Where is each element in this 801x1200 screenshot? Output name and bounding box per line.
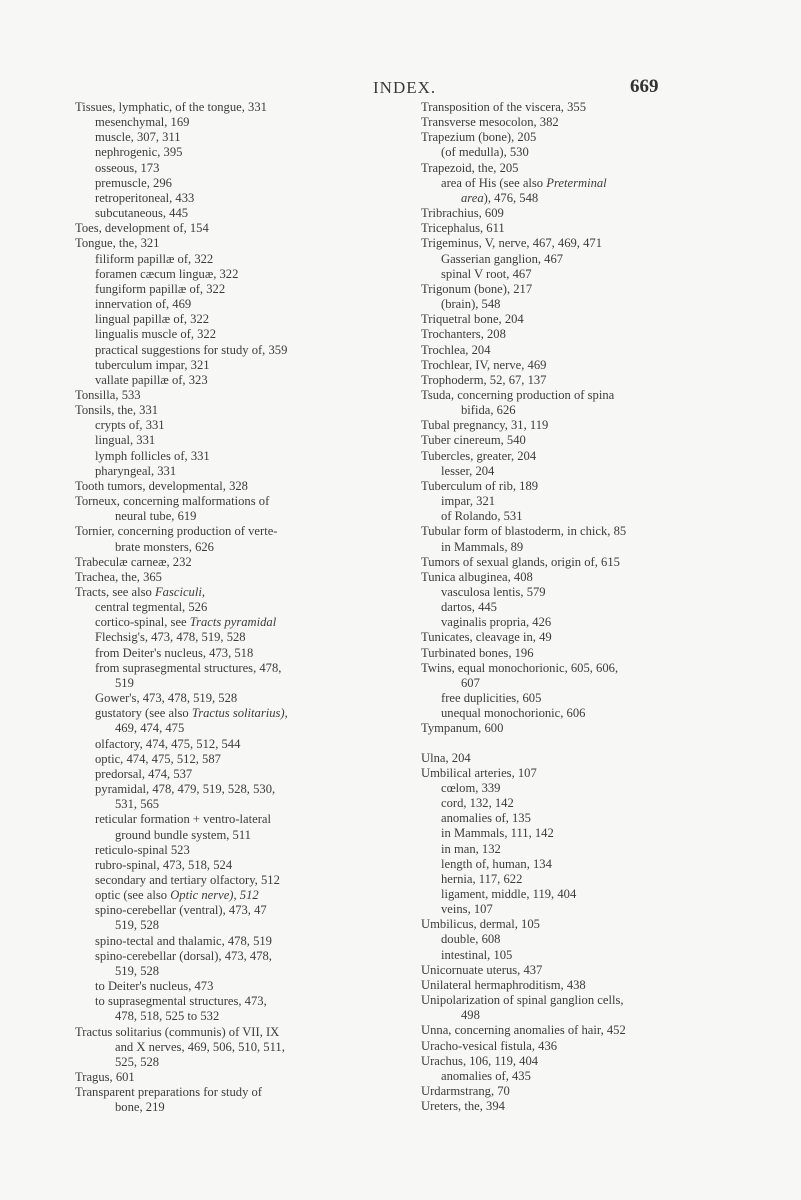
index-subentry: and X nerves, 469, 506, 510, 511, xyxy=(115,1039,285,1054)
index-subentry: lesser, 204 xyxy=(441,463,495,478)
index-entry: Ulna, 204 xyxy=(421,750,471,765)
index-entry: Unicornuate uterus, 437 xyxy=(421,962,543,977)
index-entry: Unna, concerning anomalies of hair, 452 xyxy=(421,1023,626,1038)
index-subentry: spino-cerebellar (ventral), 473, 47 xyxy=(95,903,267,918)
index-entry: Tunicates, cleavage in, 49 xyxy=(421,630,552,645)
index-entry: Trigeminus, V, nerve, 467, 469, 471 xyxy=(421,236,602,251)
page-title: INDEX. xyxy=(373,78,437,97)
section-gap xyxy=(421,737,759,751)
index-entry: Umbilicus, dermal, 105 xyxy=(421,917,540,932)
index-entry: Tissues, lymphatic, of the tongue, 331 xyxy=(75,100,267,114)
index-entry: Tubular form of blastoderm, in chick, 85 xyxy=(421,524,627,539)
index-entry: Toes, development of, 154 xyxy=(75,221,209,236)
index-entry: Tongue, the, 321 xyxy=(75,236,160,251)
index-entry: Transverse mesocolon, 382 xyxy=(421,115,559,130)
index-subentry: 478, 518, 525 to 532 xyxy=(115,1009,220,1024)
index-subentry: spino-tectal and thalamic, 478, 519 xyxy=(95,933,272,948)
index-subentry: crypts of, 331 xyxy=(95,418,165,433)
index-subentry: tuberculum impar, 321 xyxy=(95,357,210,372)
index-subentry: Gasserian ganglion, 467 xyxy=(441,251,564,266)
index-subentry: muscle, 307, 311 xyxy=(95,130,181,145)
index-subentry: cortico-spinal, see Tracts pyramidal xyxy=(95,615,277,630)
index-subentry: intestinal, 105 xyxy=(441,947,513,962)
index-subentry: lymph follicles of, 331 xyxy=(95,448,210,463)
index-subentry: (brain), 548 xyxy=(441,297,501,312)
index-subentry: 498 xyxy=(461,1008,480,1023)
index-entry: Tonsils, the, 331 xyxy=(75,403,159,418)
index-entry: Tracts, see also Fasciculi, xyxy=(75,585,205,599)
index-subentry: bifida, 626 xyxy=(461,403,516,418)
index-subentry: free duplicities, 605 xyxy=(441,691,542,706)
index-subentry: reticulo-spinal 523 xyxy=(95,842,190,857)
index-subentry: 469, 474, 475 xyxy=(115,721,185,736)
index-subentry: in man, 132 xyxy=(441,841,501,856)
index-subentry: to suprasegmental structures, 473, xyxy=(95,994,267,1009)
index-subentry: 519, 528 xyxy=(115,918,160,933)
index-subentry: double, 608 xyxy=(441,932,501,947)
index-column-left xyxy=(75,100,415,1115)
index-subentry: anomalies of, 435 xyxy=(441,1068,531,1083)
index-entry: Tonsilla, 533 xyxy=(75,387,141,402)
index-subentry: ligament, middle, 119, 404 xyxy=(441,886,577,901)
index-entry: Trigonum (bone), 217 xyxy=(421,281,533,296)
index-subentry: unequal monochorionic, 606 xyxy=(441,706,586,721)
index-subentry: impar, 321 xyxy=(441,494,496,509)
index-subentry: subcutaneous, 445 xyxy=(95,206,189,221)
index-subentry: vasculosa lentis, 579 xyxy=(441,585,546,599)
index-subentry: cord, 132, 142 xyxy=(441,796,514,811)
index-subentry: gustatory (see also Tractus solitarius), xyxy=(95,706,288,721)
index-subentry: 519, 528 xyxy=(115,963,160,978)
index-subentry: veins, 107 xyxy=(441,902,493,917)
index-entry: Trochlear, IV, nerve, 469 xyxy=(421,357,547,372)
index-entry: Trabeculæ carneæ, 232 xyxy=(75,554,192,569)
index-subentry: fungiform papillæ of, 322 xyxy=(95,281,226,296)
index-subentry: vallate papillæ of, 323 xyxy=(95,372,208,387)
index-subentry: olfactory, 474, 475, 512, 544 xyxy=(95,736,241,751)
index-entry: Trochlea, 204 xyxy=(421,342,491,357)
index-entry: Unilateral hermaphroditism, 438 xyxy=(421,977,586,992)
index-entry: Umbilical arteries, 107 xyxy=(421,765,537,780)
index-subentry: dartos, 445 xyxy=(441,600,497,615)
index-column-right xyxy=(421,100,759,1114)
index-subentry: area), 476, 548 xyxy=(461,190,539,205)
index-subentry: spinal V root, 467 xyxy=(441,266,532,281)
index-subentry: premuscle, 296 xyxy=(95,175,172,190)
index-subentry: practical suggestions for study of, 359 xyxy=(95,342,288,357)
index-entry: Trapezium (bone), 205 xyxy=(421,130,537,145)
index-subentry: innervation of, 469 xyxy=(95,297,192,312)
index-entry: Twins, equal monochorionic, 605, 606, xyxy=(421,660,619,675)
index-subentry: in Mammals, 111, 142 xyxy=(441,826,554,841)
index-entry: Ureters, the, 394 xyxy=(421,1099,505,1114)
index-entry: Trachea, the, 365 xyxy=(75,569,162,584)
index-subentry: neural tube, 619 xyxy=(115,509,197,524)
index-subentry: cœlom, 339 xyxy=(441,780,501,795)
index-subentry: predorsal, 474, 537 xyxy=(95,766,193,781)
index-entry: Tuber cinereum, 540 xyxy=(421,433,526,448)
page-number: 669 xyxy=(630,76,659,97)
index-entry: Transparent preparations for study of xyxy=(75,1085,262,1100)
index-subentry: from suprasegmental structures, 478, xyxy=(95,660,282,675)
page-header xyxy=(0,76,801,102)
index-subentry: of Rolando, 531 xyxy=(441,509,523,524)
index-entry: Torneux, concerning malformations of xyxy=(75,494,270,509)
index-entry: Turbinated bones, 196 xyxy=(421,645,534,660)
index-subentry: to Deiter's nucleus, 473 xyxy=(95,979,214,994)
index-subentry: lingual, 331 xyxy=(95,433,156,448)
index-subentry: (of medulla), 530 xyxy=(441,145,529,160)
index-subentry: Gower's, 473, 478, 519, 528 xyxy=(95,691,238,706)
index-subentry: 519 xyxy=(115,675,134,690)
index-subentry: spino-cerebellar (dorsal), 473, 478, xyxy=(95,948,272,963)
index-entry: Uracho-vesical fistula, 436 xyxy=(421,1038,558,1053)
index-subentry: retroperitoneal, 433 xyxy=(95,190,195,205)
index-subentry: foramen cæcum linguæ, 322 xyxy=(95,266,239,281)
index-subentry: area of His (see also Preterminal xyxy=(441,175,607,190)
index-entry: Tornier, concerning production of verte- xyxy=(75,524,278,539)
index-subentry: reticular formation + ventro-lateral xyxy=(95,812,271,827)
index-subentry: optic, 474, 475, 512, 587 xyxy=(95,751,221,766)
index-subentry: Flechsig's, 473, 478, 519, 528 xyxy=(95,630,246,645)
index-entry: Unipolarization of spinal ganglion cells, xyxy=(421,993,624,1008)
index-subentry: filiform papillæ of, 322 xyxy=(95,251,214,266)
index-subentry: brate monsters, 626 xyxy=(115,539,214,554)
index-entry: Trophoderm, 52, 67, 137 xyxy=(421,372,547,387)
index-subentry: secondary and tertiary olfactory, 512 xyxy=(95,872,280,887)
index-subentry: central tegmental, 526 xyxy=(95,600,208,615)
index-entry: Trapezoid, the, 205 xyxy=(421,160,519,175)
index-subentry: lingual papillæ of, 322 xyxy=(95,312,210,327)
index-entry: Tsuda, concerning production of spina xyxy=(421,387,615,402)
index-entry: Tympanum, 600 xyxy=(421,721,504,736)
index-subentry: length of, human, 134 xyxy=(441,856,552,871)
index-entry: Tragus, 601 xyxy=(75,1070,135,1084)
index-subentry: optic (see also Optic nerve), 512 xyxy=(95,888,259,903)
index-entry: Tractus solitarius (communis) of VII, IX xyxy=(75,1024,280,1039)
index-entry: Trochanters, 208 xyxy=(421,327,506,342)
index-subentry: vaginalis propria, 426 xyxy=(441,615,552,630)
index-subentry: from Deiter's nucleus, 473, 518 xyxy=(95,645,254,660)
index-entry: Urdarmstrang, 70 xyxy=(421,1084,510,1098)
index-subentry: nephrogenic, 395 xyxy=(95,145,183,160)
index-entry: Tunica albuginea, 408 xyxy=(421,569,533,584)
index-entry: Tubercles, greater, 204 xyxy=(421,448,537,463)
index-subentry: hernia, 117, 622 xyxy=(441,871,523,886)
index-subentry: pharyngeal, 331 xyxy=(95,463,177,478)
index-subentry: osseous, 173 xyxy=(95,160,160,175)
index-subentry: 607 xyxy=(461,675,480,690)
index-subentry: in Mammals, 89 xyxy=(441,539,524,554)
index-subentry: ground bundle system, 511 xyxy=(115,827,251,842)
index-subentry: lingualis muscle of, 322 xyxy=(95,327,217,342)
index-entry: Tumors of sexual glands, origin of, 615 xyxy=(421,554,620,569)
index-entry: Triquetral bone, 204 xyxy=(421,312,524,327)
index-subentry: 531, 565 xyxy=(115,797,160,812)
index-subentry: mesenchymal, 169 xyxy=(95,115,190,130)
index-entry: Tuberculum of rib, 189 xyxy=(421,478,539,493)
index-subentry: bone, 219 xyxy=(115,1100,165,1115)
index-entry: Tribrachius, 609 xyxy=(421,206,504,221)
index-entry: Tubal pregnancy, 31, 119 xyxy=(421,418,549,433)
index-entry: Transposition of the viscera, 355 xyxy=(421,100,586,114)
index-entry: Tricephalus, 611 xyxy=(421,221,505,236)
index-entry: Urachus, 106, 119, 404 xyxy=(421,1053,539,1068)
index-entry: Tooth tumors, developmental, 328 xyxy=(75,478,248,493)
index-subentry: rubro-spinal, 473, 518, 524 xyxy=(95,857,233,872)
index-subentry: anomalies of, 135 xyxy=(441,811,531,826)
index-subentry: pyramidal, 478, 479, 519, 528, 530, xyxy=(95,782,276,797)
index-subentry: 525, 528 xyxy=(115,1054,160,1069)
